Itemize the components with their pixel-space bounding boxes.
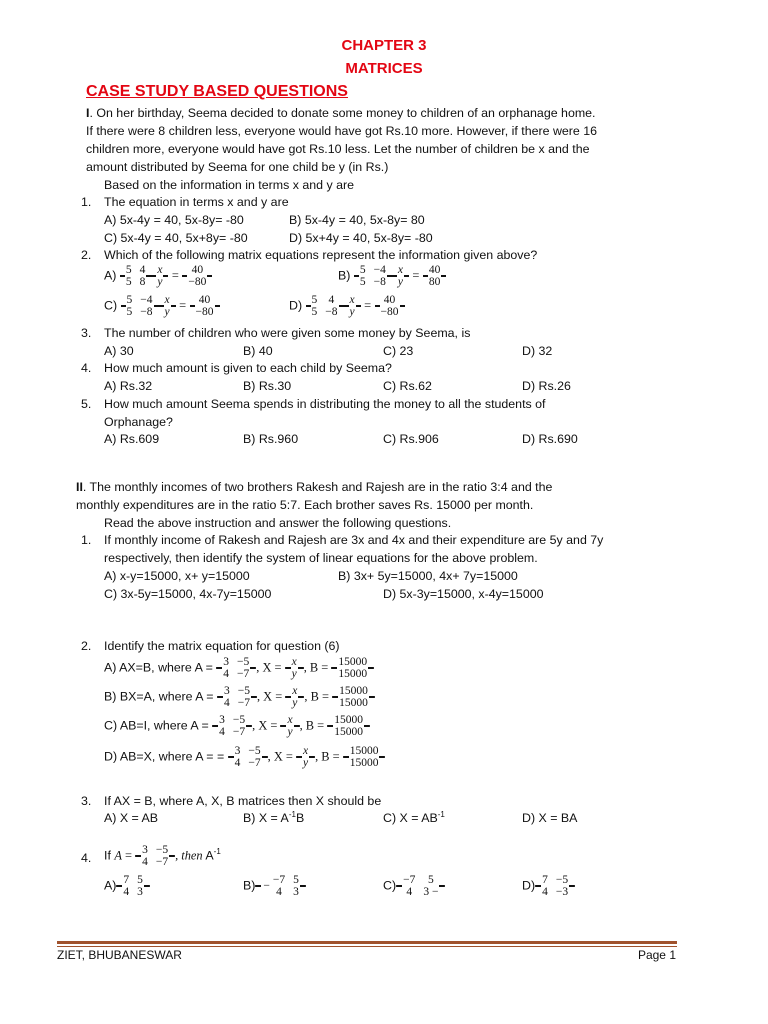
matrix-cell: −3: [555, 886, 569, 899]
c1q4-number: 4.: [81, 361, 92, 375]
matrix-cell: 15000: [339, 697, 368, 710]
variable-matrix: [392, 264, 409, 288]
c1q3-option-d: D) 32: [522, 344, 553, 358]
matrix-cell: 5: [428, 874, 434, 886]
c1q2-option-a: [104, 264, 212, 288]
matrix-cell: y: [302, 757, 309, 770]
constant-matrix: [375, 294, 405, 318]
matrix-cell: −7: [237, 668, 250, 681]
c1q5-number: 5.: [81, 397, 92, 411]
matrix-cell: 3: [223, 656, 230, 668]
c2q1-text-cont: respectively, then identify the system of linear equations for the above problem.: [104, 551, 538, 565]
case2-instruction: Read the above instruction and answer the following questions.: [104, 516, 452, 530]
c2q2-text: Identify the matrix equation for question (6): [104, 639, 340, 653]
option-label: B): [338, 268, 351, 283]
option-matrix: [255, 874, 306, 898]
option-matrix: [116, 874, 150, 898]
matrix-x: [296, 745, 315, 769]
matrix-cell: 4: [223, 668, 230, 681]
case1-instruction: Based on the information in terms x and y are: [104, 178, 355, 192]
c2q2-option-d: [104, 745, 385, 769]
equals-sign: =: [171, 268, 179, 283]
matrix-cell: y: [157, 276, 163, 289]
c1q4-option-b: B) Rs.30: [243, 379, 292, 393]
case1-intro-text: . On her birthday, Seema decided to donate some money to children of an orphanage home.: [89, 106, 596, 120]
matrix-a: [212, 714, 252, 738]
matrix-cell: −5: [232, 714, 246, 726]
matrix-cell: 4: [139, 264, 146, 276]
b-label: , B =: [303, 660, 332, 675]
c1q5-option-a: A) Rs.609: [104, 432, 160, 446]
matrix-cell: −7: [232, 726, 246, 739]
matrix-cell: 3: [219, 714, 225, 726]
c1q3-option-a: A) 30: [104, 344, 134, 358]
matrix-cell: −7: [272, 874, 286, 886]
footer-page: Page 1: [637, 948, 676, 962]
option-label: D): [289, 298, 303, 313]
matrix-cell: 5: [293, 874, 299, 886]
case1-number: I: [86, 106, 90, 120]
c2q4-text: [104, 844, 221, 868]
matrix-cell: x: [157, 264, 163, 276]
matrix-cell: 40: [198, 294, 211, 306]
superscript: -1: [213, 847, 221, 857]
matrix-cell: y: [292, 697, 298, 710]
c2q4-option-b: [243, 874, 306, 898]
matrix-cell: 4: [223, 697, 230, 710]
c2q4-option-c: [383, 874, 445, 898]
chapter-title: MATRICES: [345, 60, 423, 77]
coefficient-matrix: [354, 264, 392, 288]
c1q3-text: The number of children who were given some money by Seema, is: [104, 326, 471, 340]
c1q2-option-b: [338, 264, 446, 288]
c1q5-option-b: B) Rs.960: [243, 432, 299, 446]
constant-matrix: [190, 294, 220, 318]
b-label: , B =: [315, 749, 343, 764]
question-text: A: [202, 848, 214, 863]
option-label: C): [383, 878, 397, 893]
matrix-cell: y: [164, 306, 170, 319]
option-matrix: [535, 874, 575, 898]
c1q2-option-d: [289, 294, 405, 318]
c2q2-option-c: [104, 714, 370, 738]
matrix-cell: 4: [142, 856, 148, 869]
x-label: , X =: [252, 718, 281, 733]
c1q5-text-cont: Orphanage?: [104, 415, 173, 429]
c1q1-option-c: C) 5x-4y = 40, 5x+8y= -80: [104, 231, 248, 245]
coefficient-matrix: [306, 294, 344, 318]
matrix-cell: 8: [139, 276, 146, 289]
case1-intro-line2: If there were 8 children less, everyone would have got Rs.10 more. However, if there were 16: [86, 124, 598, 138]
matrix-cell: x: [164, 294, 170, 306]
superscript: -1: [288, 810, 296, 819]
matrix-cell: 4: [276, 886, 282, 899]
c1q5-option-d: D) Rs.690: [522, 432, 578, 446]
option-label: A): [104, 268, 117, 283]
case2-number: II: [76, 480, 83, 494]
question-text: , then: [175, 848, 203, 863]
matrix-cell: 5: [126, 294, 133, 306]
c1q4-option-d: D) Rs.26: [522, 379, 571, 393]
case2-intro-line2: monthly expenditures are in the ratio 5:7. Each brother saves Rs. 15000 per month.: [76, 498, 534, 512]
matrix-cell: x: [397, 264, 403, 276]
matrix-cell: 3: [293, 886, 299, 899]
matrix-cell: −5: [237, 656, 250, 668]
option-prefix: D) AB=X, where A = =: [104, 749, 228, 764]
variable-matrix: [151, 264, 168, 288]
c1q3-option-c: C) 23: [383, 344, 414, 358]
variable-matrix: [344, 294, 361, 318]
matrix-cell: 5: [359, 264, 366, 276]
c1q1-option-a: A) 5x-4y = 40, 5x-8y= -80: [104, 213, 244, 227]
c2q1-option-b: B) 3x+ 5y=15000, 4x+ 7y=15000: [338, 569, 518, 583]
option-text: C) X = AB: [383, 811, 438, 826]
c2q1-option-a: A) x-y=15000, x+ y=15000: [104, 569, 250, 583]
matrix-a: [228, 745, 268, 769]
case2-intro-text: . The monthly incomes of two brothers Rakesh and Rajesh are in the ratio 3:4 and the: [82, 480, 553, 494]
option-text: B: [295, 811, 305, 826]
matrix-cell: −7: [155, 856, 169, 869]
equals-sign: =: [121, 848, 136, 863]
case1-intro-line3: children more, everyone would have got Rs.10 less. Let the number of children be x and the: [86, 142, 590, 156]
option-label: C): [104, 298, 118, 313]
c2q1-option-d: D) 5x-3y=15000, x-4y=15000: [383, 587, 544, 601]
matrix-cell: y: [349, 306, 355, 319]
option-prefix: C) AB=I, where A =: [104, 718, 213, 733]
matrix-cell: 15000: [349, 745, 379, 757]
matrix-cell: −7: [403, 874, 416, 886]
c2q1-option-c: C) 3x-5y=15000, 4x-7y=15000: [104, 587, 272, 601]
matrix-b: [343, 745, 386, 769]
option-label: D): [522, 878, 536, 893]
matrix-cell: 4: [328, 294, 335, 306]
section-heading: CASE STUDY BASED QUESTIONS: [86, 83, 348, 100]
c1q2-text: Which of the following matrix equations represent the information given above?: [104, 248, 538, 262]
matrix-x: [280, 714, 299, 738]
option-prefix: A) AX=B, where A =: [104, 660, 217, 675]
equals-sign: =: [179, 298, 187, 313]
matrix-cell: 15000: [349, 757, 379, 770]
matrix-cell: −80: [380, 306, 399, 319]
c2q2-option-a: [104, 656, 374, 680]
matrix-cell: −7: [248, 757, 261, 770]
matrix-cell: 15000: [338, 668, 368, 681]
matrix-a: [135, 844, 175, 868]
c1q3-option-b: B) 40: [243, 344, 273, 358]
matrix-cell: −80: [188, 276, 207, 289]
c1q1-option-d: D) 5x+4y = 40, 5x-8y= -80: [289, 231, 433, 245]
footer-rule-thin: [57, 946, 677, 947]
matrix-cell: 3: [142, 844, 148, 856]
b-label: , B =: [299, 718, 328, 733]
matrix-cell: 15000: [338, 656, 368, 668]
case2-intro-line1: [76, 479, 552, 495]
footer-rule-thick: [57, 941, 677, 944]
c1q4-option-c: C) Rs.62: [383, 379, 432, 393]
x-label: , X =: [267, 749, 296, 764]
c2q2-option-b: [104, 685, 375, 709]
matrix-x: [285, 685, 304, 709]
equals-sign: =: [364, 298, 372, 313]
c2q3-number: 3.: [81, 794, 92, 808]
superscript: -1: [437, 810, 445, 819]
matrix-cell: y: [287, 726, 293, 739]
c1q2-number: 2.: [81, 248, 92, 262]
footer-left: ZIET, BHUBANESWAR: [57, 948, 182, 962]
matrix-b: [332, 685, 375, 709]
c2q3-text: If AX = B, where A, X, B matrices then X should be: [104, 794, 382, 808]
case1-intro-line1: [86, 105, 596, 121]
constant-matrix: [182, 264, 212, 288]
c2q1-text: If monthly income of Rakesh and Rajesh are 3x and 4x and their expenditure are 5y and 7y: [104, 533, 604, 547]
c1q5-option-c: C) Rs.906: [383, 432, 439, 446]
matrix-cell: 40: [428, 264, 441, 276]
constant-matrix: [423, 264, 447, 288]
case1-intro-line4: amount distributed by Seema for one child be y (in Rs.): [86, 160, 389, 174]
matrix-cell: 5: [137, 874, 143, 886]
coefficient-matrix: [121, 294, 159, 318]
matrix-cell: 5: [125, 264, 132, 276]
c1q3-number: 3.: [81, 326, 92, 340]
c2q3-option-b: [243, 810, 304, 826]
c2q1-number: 1.: [81, 533, 92, 547]
matrix-symbol: A: [114, 848, 122, 863]
matrix-a: [216, 656, 256, 680]
matrix-cell: −5: [155, 844, 169, 856]
matrix-cell: 15000: [334, 726, 363, 739]
matrix-cell: 3: [137, 886, 143, 899]
equals-sign: =: [412, 268, 420, 283]
minus-sign: −: [263, 880, 270, 893]
matrix-cell: 40: [191, 264, 204, 276]
matrix-cell: 15000: [339, 685, 368, 697]
b-label: , B =: [304, 689, 333, 704]
matrix-cell: 4: [234, 757, 241, 770]
c1q1-text: The equation in terms x and y are: [104, 195, 289, 209]
chapter-heading: CHAPTER 3: [341, 37, 427, 54]
x-label: , X =: [256, 689, 286, 704]
matrix-cell: −4: [140, 294, 153, 306]
variable-matrix: [159, 294, 176, 318]
matrix-cell: 80: [428, 276, 441, 289]
matrix-cell: 5: [359, 276, 366, 289]
option-text: B) X = A: [243, 811, 289, 826]
coefficient-matrix: [120, 264, 152, 288]
c2q4-option-a: [104, 874, 150, 898]
matrix-x: [285, 656, 304, 680]
matrix-cell: −80: [195, 306, 214, 319]
matrix-cell: 5: [125, 276, 132, 289]
matrix-cell: y: [291, 668, 297, 681]
option-matrix: [396, 874, 445, 898]
c1q2-option-c: [104, 294, 220, 318]
option-label: B): [243, 878, 256, 893]
matrix-cell: 4: [406, 886, 413, 899]
matrix-cell: x: [287, 714, 293, 726]
c1q5-text: How much amount Seema spends in distributing the money to all the students of: [104, 397, 546, 411]
matrix-cell: −7: [237, 697, 250, 710]
c2q4-number: 4.: [81, 851, 92, 865]
matrix-cell: −8: [140, 306, 153, 319]
matrix-cell: −8: [373, 276, 386, 289]
matrix-b: [331, 656, 374, 680]
matrix-cell: 4: [219, 726, 225, 739]
matrix-cell: 15000: [334, 714, 363, 726]
matrix-cell: 7: [123, 874, 130, 886]
x-label: , X =: [256, 660, 285, 675]
matrix-cell: 5: [126, 306, 133, 319]
matrix-cell: 5: [311, 294, 318, 306]
matrix-cell: y: [397, 276, 403, 289]
c2q4-option-d: [522, 874, 575, 898]
c2q2-number: 2.: [81, 639, 92, 653]
c1q1-option-b: B) 5x-4y = 40, 5x-8y= 80: [289, 213, 425, 227]
matrix-cell: x: [302, 745, 309, 757]
matrix-cell: −5: [237, 685, 250, 697]
c1q1-number: 1.: [81, 195, 92, 209]
question-text: If: [104, 848, 115, 863]
c1q4-text: How much amount is given to each child by Seema?: [104, 361, 392, 375]
matrix-cell: 7: [542, 874, 548, 886]
matrix-cell: 4: [542, 886, 548, 899]
c2q3-option-d: D) X = BA: [522, 811, 578, 825]
matrix-cell: 4: [123, 886, 130, 899]
matrix-cell: 3: [234, 745, 241, 757]
matrix-a: [217, 685, 257, 709]
option-label: A): [104, 878, 117, 893]
c2q3-option-c: [383, 810, 445, 826]
matrix-cell: 3: [223, 685, 230, 697]
matrix-cell: −5: [555, 874, 569, 886]
matrix-cell: −8: [325, 306, 338, 319]
matrix-cell: −4: [373, 264, 386, 276]
matrix-cell: x: [349, 294, 355, 306]
matrix-cell: 40: [383, 294, 396, 306]
matrix-cell: x: [291, 656, 297, 668]
matrix-cell: −5: [248, 745, 261, 757]
matrix-cell: 5: [311, 306, 318, 319]
matrix-b: [327, 714, 370, 738]
c2q3-option-a: A) X = AB: [104, 811, 159, 825]
c1q4-option-a: A) Rs.32: [104, 379, 153, 393]
matrix-cell: 3 −: [423, 886, 439, 899]
option-prefix: B) BX=A, where A =: [104, 689, 217, 704]
matrix-cell: x: [292, 685, 298, 697]
